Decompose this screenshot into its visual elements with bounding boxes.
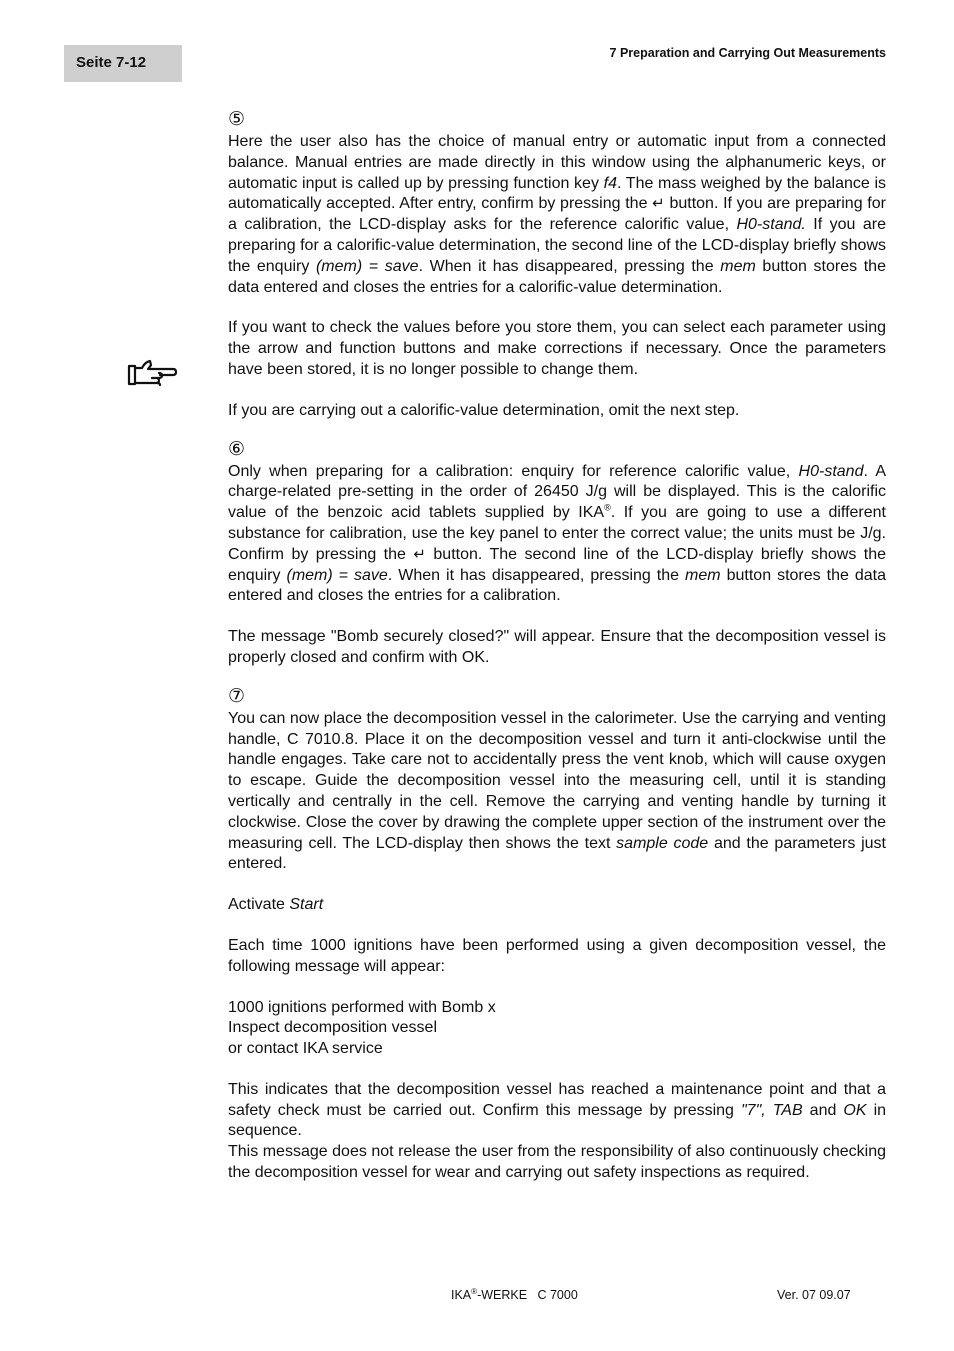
- step-marker-6: ⑥: [228, 438, 246, 460]
- message-line: 1000 ignitions performed with Bomb x: [228, 998, 496, 1016]
- note-paragraph: If you want to check the values before you store them, you can select each parameter using the arrow and function buttons and make corrections if necessary. Once the parameters have been stored, it is no longer possible to change them.: [228, 319, 886, 378]
- ignition-message-block: [228, 998, 886, 1060]
- chapter-title: 7 Preparation and Carrying Out Measurements: [609, 46, 886, 60]
- page-number-tab: [64, 45, 182, 82]
- pointing-hand-icon: [126, 358, 178, 388]
- document-body: [228, 108, 886, 1204]
- activate-start-line: Activate Start: [228, 896, 324, 914]
- step-5-paragraph: Here the user also has the choice of manual entry or automatic input from a connected balance. Manual entries are made directly in this window using the alphanumeric keys, or automatic input is called up by pressing function key f4. The mass weighed by the balance is automatically accepted. After entry, confirm by pressing the ↵ button. If you are preparing for a calibration, the LCD-display asks for the reference calorific value, H0-stand. If you are preparing for a calorific-value determination, the second line of the LCD-display briefly shows the enquiry (mem) = save. When it has disappeared, pressing the mem button stores the data entered and closes the entries for a calorific-value determination.: [228, 133, 887, 296]
- page-label: Seite 7-12: [76, 54, 147, 71]
- message-line: Inspect decomposition vessel: [228, 1019, 437, 1037]
- responsibility-paragraph: This message does not release the user from the responsibility of also continuously checking the decomposition vessel for wear and carrying out safety inspections as required.: [228, 1143, 886, 1182]
- maintenance-paragraph: This indicates that the decomposition vessel has reached a maintenance point and that a safety check must be carried out. Confirm this message by pressing "7", TAB and OK in sequence.: [228, 1080, 887, 1140]
- omit-step-paragraph: If you are carrying out a calorific-value determination, omit the next step.: [228, 401, 740, 419]
- step-marker-5: ⑤: [228, 109, 246, 130]
- step-marker-7: ⑦: [228, 685, 246, 707]
- return-key-icon: ↵: [413, 545, 426, 563]
- footer-brand: IKA®-WERKE C 7000: [451, 1286, 578, 1302]
- step-7-paragraph: You can now place the decomposition vessel in the calorimeter. Use the carrying and venting handle, C 7010.8. Place it on the decomposition vessel and turn it anti-clockwise until the handle engages. Take care not to accidentally press the vent knob, which will cause oxygen to escape. Guide the decomposition vessel into the measuring cell, until it is standing vertically and centrally in the cell. Remove the carrying and venting handle by turning it clockwise. Close the cover by drawing the complete upper section of the instrument over the measuring cell. The LCD-display then shows the text sample code and the parameters just entered.: [228, 709, 886, 873]
- step-6-paragraph: Only when preparing for a calibration: enquiry for reference calorific value, H0-stand. A charge-related pre-setting in the order of 26450 J/g will be displayed. This is the calorific value of the benzoic acid tablets supplied by IKA®. If you are going to use a different substance for calibration, use the key panel to enter the correct value; the units must be J/g. Confirm by pressing the ↵ button. The second line of the LCD-display briefly shows the enquiry (mem) = save. When it has disappeared, pressing the mem button stores the data entered and closes the entries for a calibration.: [228, 462, 887, 605]
- ignitions-intro-paragraph: Each time 1000 ignitions have been performed using a given decomposition vessel, the following message will appear:: [228, 936, 886, 975]
- message-line: or contact IKA service: [228, 1040, 383, 1058]
- footer-version: Ver. 07 09.07: [777, 1288, 851, 1302]
- return-key-icon: ↵: [652, 195, 665, 213]
- bomb-closed-paragraph: The message "Bomb securely closed?" will appear. Ensure that the decomposition vessel is properly closed and confirm with OK.: [228, 628, 886, 666]
